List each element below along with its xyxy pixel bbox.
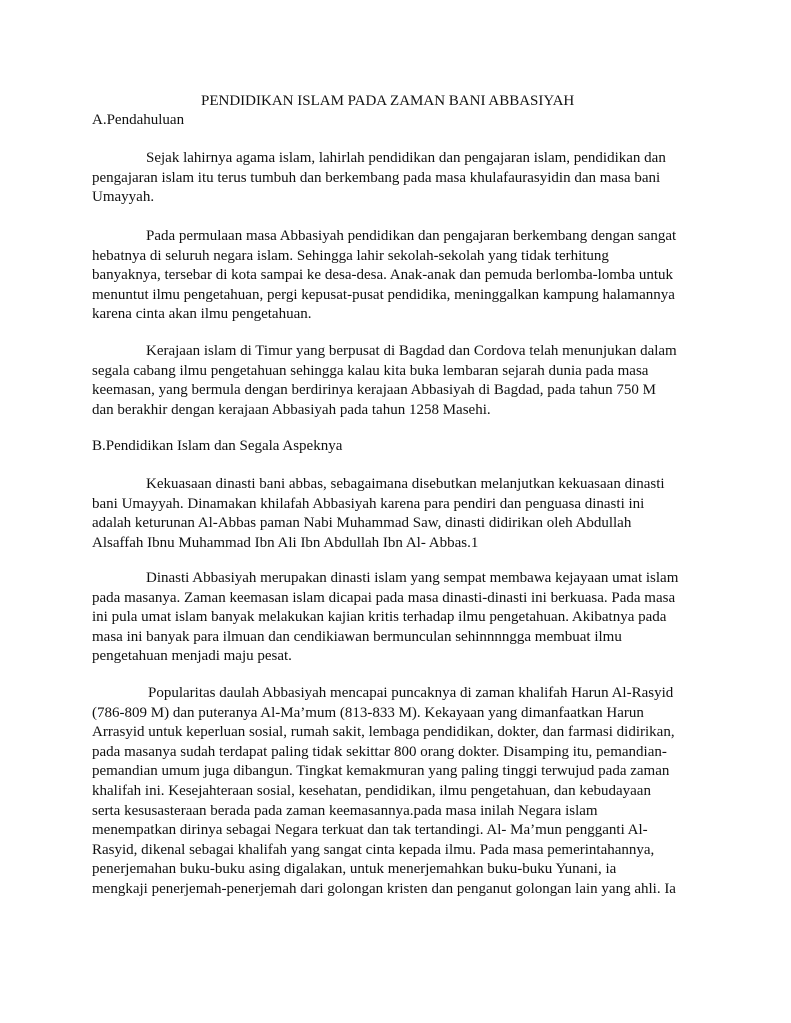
paragraph-line: masa ini banyak para ilmuan dan cendikiawan bermunculan sehinnnngga membuat ilmu bbox=[92, 628, 622, 645]
paragraph-line: mengkaji penerjemah-penerjemah dari golongan kristen dan penganut golongan lain yang ahli. Ia bbox=[92, 880, 676, 897]
paragraph-line: pengajaran islam itu terus tumbuh dan berkembang pada masa khulafaurasyidin dan masa bani bbox=[92, 169, 661, 186]
paragraph-line: segala cabang ilmu pengetahuan sehingga kalau kita buka lembaran sejarah dunia pada masa bbox=[92, 362, 649, 379]
paragraph-2 bbox=[92, 227, 698, 325]
paragraph-line: keemasan, yang bermula dengan berdirinya kerajaan Abbasiyah di Bagdad, pada tahun 750 M bbox=[92, 382, 656, 399]
paragraph-line: Dinasti Abbasiyah merupakan dinasti islam yang sempat membawa kejayaan umat islam bbox=[146, 570, 679, 586]
paragraph-5 bbox=[92, 569, 698, 667]
paragraph-line: bani Umayyah. Dinamakan khilafah Abbasiyah karena para pendiri dan penguasa dinasti ini bbox=[92, 495, 645, 512]
paragraph-line: Sejak lahirnya agama islam, lahirlah pendidikan dan pengajaran islam, pendidikan dan bbox=[146, 150, 666, 166]
paragraph-line: pada masanya sudah terdapat paling tidak sekittar 800 orang dokter. Disamping itu, pemandian- bbox=[92, 743, 667, 760]
paragraph-line: dan berakhir dengan kerajaan Abbasiyah pada tahun 1258 Masehi. bbox=[92, 401, 491, 418]
paragraph-line: khalifah ini. Kesejahteraan sosial, kesehatan, pendidikan, ilmu pengetahuan, dan kebudayaan bbox=[92, 782, 651, 799]
paragraph-line: Arrasyid untuk keperluan sosial, rumah sakit, lembaga pendidikan, dokter, dan farmasi didirikan, bbox=[92, 724, 675, 741]
paragraph-line: adalah keturunan Al-Abbas paman Nabi Muhammad Saw, dinasti didirikan oleh Abdullah bbox=[92, 515, 632, 532]
paragraph-line: pada masanya. Zaman keemasan islam dicapai pada masa dinasti-dinasti ini berkuasa. Pada masa bbox=[92, 589, 676, 606]
paragraph-line: ini pula umat islam banyak melakukan kajian kritis terhadap ilmu pengetahuan. Akibatnya pada bbox=[92, 609, 667, 626]
paragraph-line: Kerajaan islam di Timur yang berpusat di Bagdad dan Cordova telah menunjukan dalam bbox=[146, 343, 677, 359]
paragraph-line: Umayyah. bbox=[92, 189, 155, 206]
paragraph-3 bbox=[92, 342, 698, 420]
paragraph-1 bbox=[92, 149, 698, 208]
paragraph-6 bbox=[92, 684, 698, 900]
paragraph-line: Rasyid, dikenal sebagai khalifah yang sangat cinta kepada ilmu. Pada masa pemerintahannya, bbox=[92, 841, 655, 858]
paragraph-line: pengetahuan menjadi maju pesat. bbox=[92, 648, 292, 665]
paragraph-line: hebatnya di seluruh negara islam. Sehingga lahir sekolah-sekolah yang tidak terhitung bbox=[92, 247, 609, 264]
section-heading-pendidikan-islam: B.Pendidikan Islam dan Segala Aspeknya bbox=[92, 438, 343, 454]
paragraph-line: banyaknya, tersebar di kota sampai ke desa-desa. Anak-anak dan pemuda berlomba-lomba untuk bbox=[92, 267, 674, 284]
paragraph-line: penerjemahan buku-buku asing digalakan, untuk menerjemahkan buku-buku Yunani, ia bbox=[92, 861, 617, 878]
paragraph-line: Kekuasaan dinasti bani abbas, sebagaimana disebutkan melanjutkan kekuasaan dinasti bbox=[146, 476, 665, 492]
document-title: PENDIDIKAN ISLAM PADA ZAMAN BANI ABBASIYAH bbox=[201, 93, 575, 109]
section-heading-pendahuluan: A.Pendahuluan bbox=[92, 112, 185, 128]
paragraph-line: Pada permulaan masa Abbasiyah pendidikan dan pengajaran berkembang dengan sangat bbox=[146, 228, 677, 244]
paragraph-line: serta kesusasteraan berada pada zaman keemasannya.pada masa inilah Negara islam bbox=[92, 802, 598, 819]
paragraph-line: (786-809 M) dan puteranya Al-Ma’mum (813-833 M). Kekayaan yang dimanfaatkan Harun bbox=[92, 704, 644, 721]
paragraph-line: Alsaffah Ibnu Muhammad Ibn Ali Ibn Abdullah Ibn Al- Abbas.1 bbox=[92, 534, 479, 551]
paragraph-line: Popularitas daulah Abbasiyah mencapai puncaknya di zaman khalifah Harun Al-Rasyid bbox=[148, 685, 674, 701]
paragraph-line: menuntut ilmu pengetahuan, pergi kepusat-pusat pendidika, meninggalkan kampung halamannya bbox=[92, 286, 675, 303]
paragraph-line: menempatkan dirinya sebagai Negara terkuat dan tak tertandingi. Al- Ma’mun pengganti Al- bbox=[92, 822, 648, 839]
paragraph-line: pemandian umum juga dibangun. Tingkat kemakmuran yang paling tinggi terwujud pada zaman bbox=[92, 763, 670, 780]
paragraph-line: karena cinta akan ilmu pengetahuan. bbox=[92, 306, 312, 323]
paragraph-4 bbox=[92, 475, 698, 553]
